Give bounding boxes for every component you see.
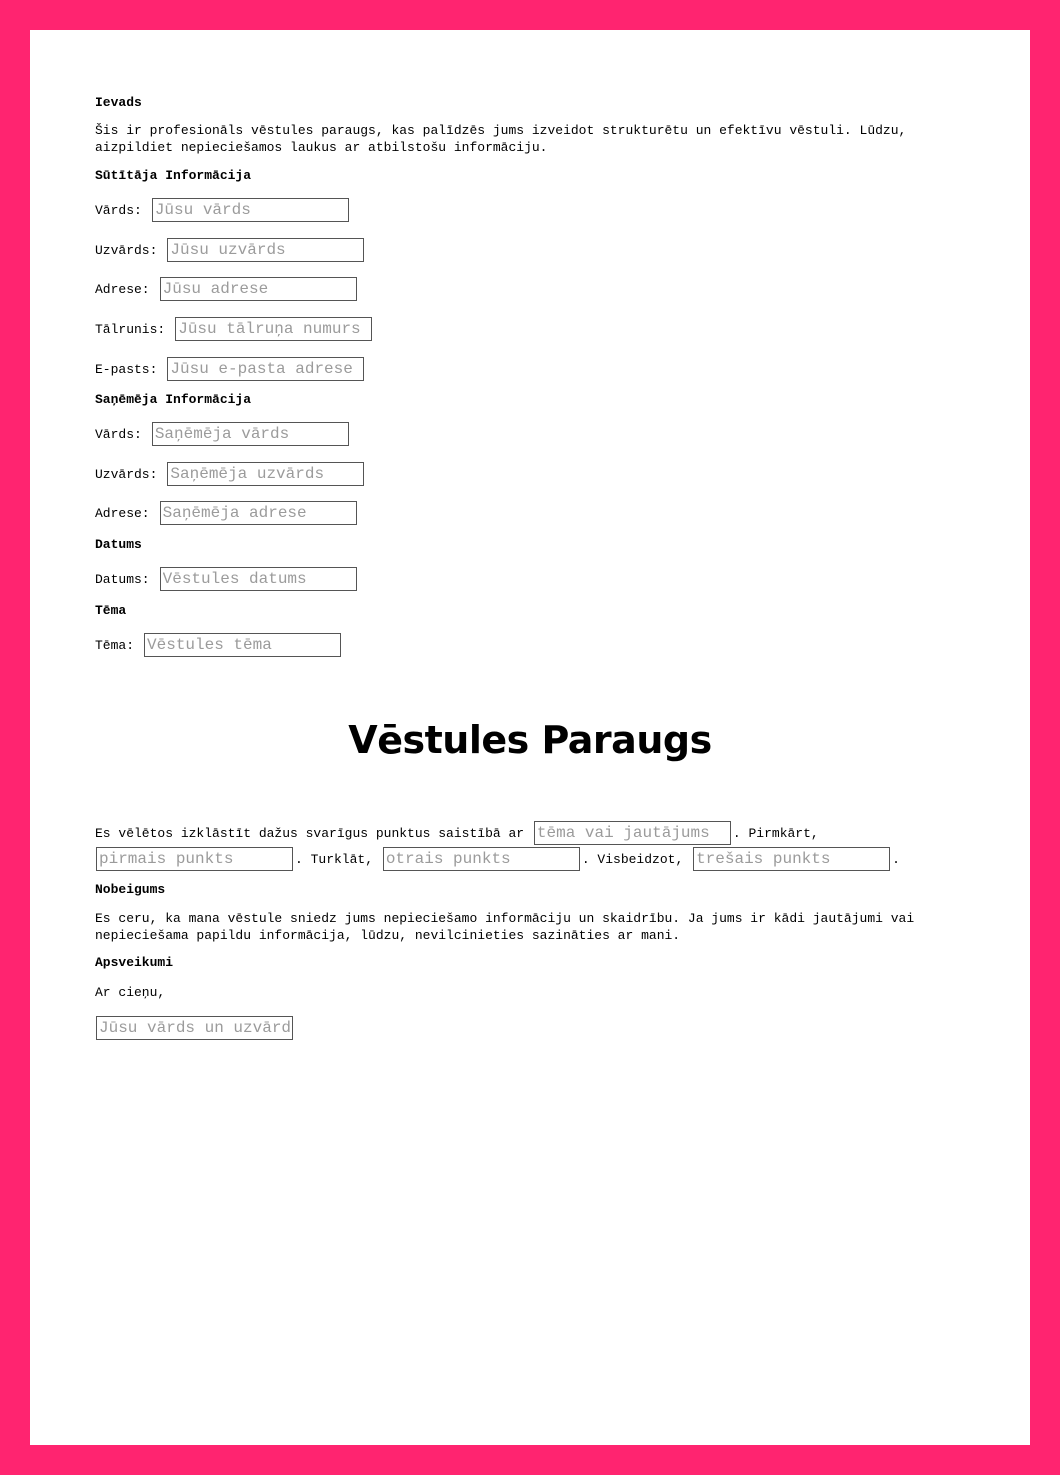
recipient-last-name-label: Uzvārds:	[95, 466, 158, 482]
sender-phone-row	[95, 317, 372, 341]
sender-last-name-row	[95, 238, 364, 262]
body-text-5: .	[892, 851, 900, 867]
subject-input[interactable]	[144, 633, 341, 657]
date-label: Datums:	[95, 571, 150, 587]
sender-address-input[interactable]	[160, 277, 357, 301]
letter-title: Vēstules Paraugs	[348, 718, 712, 762]
regards-text: Ar cieņu,	[95, 985, 166, 1000]
recipient-address-row	[95, 501, 357, 525]
body-point2-input[interactable]	[383, 847, 580, 871]
sender-first-name-row	[95, 198, 349, 222]
date-row	[95, 567, 357, 591]
recipient-first-name-label: Vārds:	[95, 426, 142, 442]
body-text-4: . Visbeidzot,	[581, 851, 684, 867]
date-heading: Datums	[95, 537, 142, 552]
sender-phone-label: Tālrunis:	[95, 321, 166, 337]
recipient-address-label: Adrese:	[95, 505, 150, 521]
signature-input[interactable]	[96, 1016, 293, 1040]
letter-page	[30, 30, 1030, 1445]
subject-row	[95, 633, 341, 657]
intro-heading: Ievads	[95, 95, 142, 110]
subject-label: Tēma:	[95, 637, 135, 653]
signature-row	[95, 1016, 293, 1040]
intro-text: Šis ir profesionāls vēstules paraugs, kas palīdzēs jums izveidot strukturētu un efektīvu vēstuli. Lūdzu, aizpildiet nepieciešamos laukus ar atbilstošu informāciju.	[95, 123, 907, 155]
sender-email-row	[95, 357, 364, 381]
date-input[interactable]	[160, 567, 357, 591]
body-line-2	[95, 847, 900, 871]
sender-last-name-input[interactable]	[167, 238, 364, 262]
recipient-heading: Saņēmēja Informācija	[95, 392, 252, 407]
recipient-first-name-input[interactable]	[152, 422, 349, 446]
body-text-1: Es vēlētos izklāstīt dažus svarīgus punktus saistībā ar	[95, 825, 525, 841]
recipient-address-input[interactable]	[160, 501, 357, 525]
subject-heading: Tēma	[95, 603, 127, 618]
recipient-last-name-row	[95, 462, 364, 486]
sender-first-name-label: Vārds:	[95, 202, 142, 218]
body-line-1	[95, 821, 819, 845]
sender-address-label: Adrese:	[95, 281, 150, 297]
body-text-3: . Turklāt,	[295, 851, 374, 867]
closing-heading: Nobeigums	[95, 882, 166, 897]
sender-first-name-input[interactable]	[152, 198, 349, 222]
sender-phone-input[interactable]	[175, 317, 372, 341]
sender-email-input[interactable]	[167, 357, 364, 381]
body-point3-input[interactable]	[693, 847, 890, 871]
sender-heading: Sūtītāja Informācija	[95, 168, 252, 183]
sender-last-name-label: Uzvārds:	[95, 242, 158, 258]
body-text-2: . Pirmkārt,	[732, 825, 819, 841]
closing-text: Es ceru, ka mana vēstule sniedz jums nepieciešamo informāciju un skaidrību. Ja jums ir kādi jautājumi vai nepieciešama papildu informācija, lūdzu, nevilcinieties sazināties ar mani.	[95, 911, 915, 943]
sender-address-row	[95, 277, 357, 301]
body-point1-input[interactable]	[96, 847, 293, 871]
body-topic-input[interactable]	[534, 821, 731, 845]
regards-heading: Apsveikumi	[95, 955, 174, 970]
recipient-last-name-input[interactable]	[167, 462, 364, 486]
sender-email-label: E-pasts:	[95, 361, 158, 377]
recipient-first-name-row	[95, 422, 349, 446]
